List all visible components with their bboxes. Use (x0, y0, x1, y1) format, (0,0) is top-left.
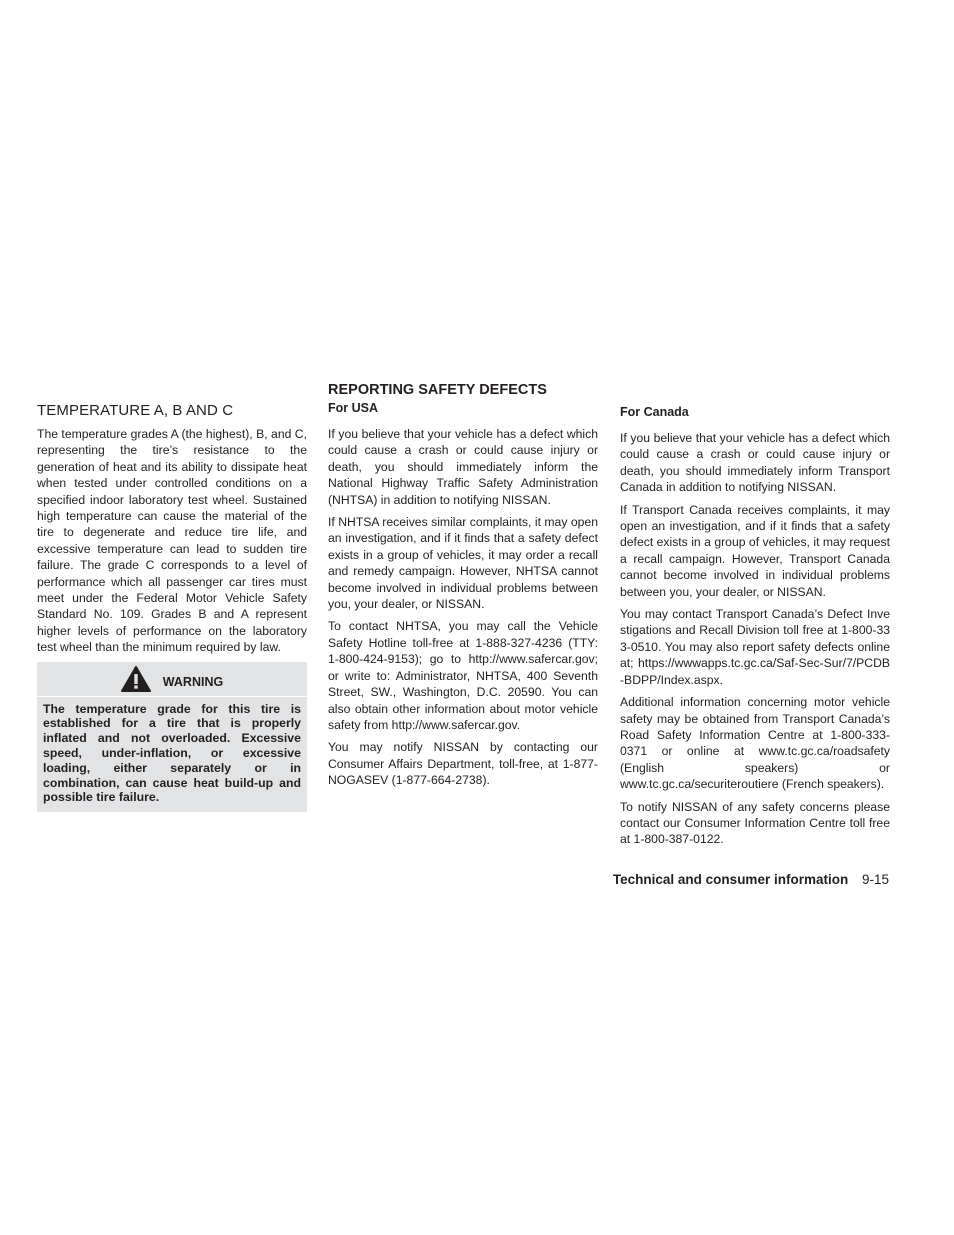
subheading-for-usa: For USA (328, 401, 378, 415)
footer-section-title: Technical and consumer information (612, 872, 849, 887)
warning-label: WARNING (162, 674, 224, 689)
right-column (620, 402, 890, 854)
canada-paragraph-1: If you believe that your vehicle has a defect which could cause a crash or could cause injury or death, you should immediately inform Transport Canada in addition to notifying NISSAN. (620, 431, 890, 495)
middle-column (328, 382, 598, 795)
canada-paragraph-2: If Transport Canada receives complaints, it may open an investigation, and if it finds that a safety defect exists in a group of vehicles, it may request a recall campaign. However, Transport Canada cannot become involved in individual problems between you, your dealer, or NISSAN. (620, 502, 890, 599)
warning-box (37, 662, 307, 813)
page-number: 9-15 (861, 872, 889, 887)
usa-paragraph-3: To contact NHTSA, you may call the Vehicle Safety Hotline toll-free at 1-888-327-4236 (TTY: 1-800-424-9153); go to http://www.safercar.gov; or write to: Administrator, NHTSA, 400 Seventh Street, SW., Washington, D.C. 20590. You can also obtain other information about motor vehicle safety from http://www.safercar.gov. (328, 619, 598, 732)
warning-triangle-icon (121, 666, 151, 692)
left-column (37, 402, 307, 812)
warning-text: The temperature grade for this tire is established for a tire that is properly inflated and not overloaded. Excessive speed, under-inflation, or excessive loading, either separately or in combination, can cause heat build-up and possible tire failure. (43, 701, 301, 805)
page-footer (613, 872, 889, 887)
usa-paragraph-2: If NHTSA receives similar complaints, it may open an investigation, and if it finds that a safety defect exists in a group of vehicles, it may order a recall and remedy campaign. However, NHTSA cannot become involved in individual problems between you, your dealer, or NISSAN. (328, 515, 598, 612)
temperature-paragraph: The temperature grades A (the highest), B, and C, representing the tire’s resistance to the generation of heat and its ability to dissipate heat when tested under controlled conditions on a specified indoor laboratory test wheel. Sustained high temperature can cause the material of the tire to degenerate and reduce tire life, and excessive temperature can lead to sudden tire failure. The grade C corresponds to a level of performance which all passenger car tires must meet under the Federal Motor Vehicle Safety Standard No. 109. Grades B and A represent higher levels of performance on the laboratory test wheel than the minimum required by law. (37, 427, 307, 655)
canada-paragraph-5: To notify NISSAN of any safety concerns please contact our Consumer Information Centre toll free at 1-800-387-0122. (620, 799, 890, 847)
usa-paragraph-1: If you believe that your vehicle has a defect which could cause a crash or could cause injury or death, you should immediately inform the National Highway Traffic Safety Administration (NHTSA) in addition to notifying NISSAN. (328, 427, 598, 507)
warning-header (37, 662, 307, 697)
canada-paragraph-3: You may contact Transport Canada’s Defect Investigations and Recall Division toll free at 1-800-333-0510. You may also report safety defects online at; https://wwwapps.tc.gc.ca/Saf-Sec-Sur/7/PCDB-BDPP/Index.aspx. (620, 607, 890, 687)
section-heading-temperature: TEMPERATURE A, B AND C (37, 402, 234, 419)
usa-paragraph-4: You may notify NISSAN by contacting our Consumer Affairs Department, toll-free, at 1-877-NOGASEV (1-877-664-2738). (328, 740, 598, 788)
section-heading-reporting-safety-defects: REPORTING SAFETY DEFECTS (328, 382, 547, 398)
subheading-for-canada: For Canada (620, 405, 689, 419)
canada-paragraph-4: Additional information concerning motor vehicle safety may be obtained from Transport Canada’s Road Safety Information Centre at 1-800-333-0371 or online at www.tc.gc.ca/roadsafety (English speakers) or www.tc.gc.ca/securiteroutiere (French speakers). (620, 695, 890, 792)
